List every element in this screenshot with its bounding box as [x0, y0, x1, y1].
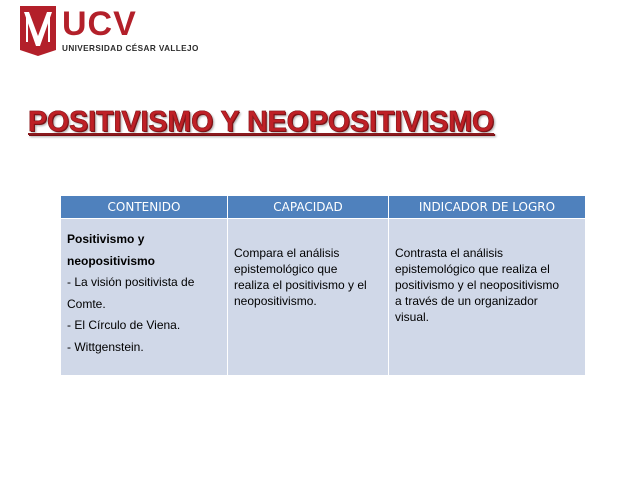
ucv-shield-icon	[20, 6, 56, 56]
contenido-item: - El Círculo de Viena.	[67, 318, 181, 332]
header-capacidad: CAPACIDAD	[228, 196, 389, 219]
content-table	[61, 196, 585, 375]
capacidad-line: neopositivismo.	[234, 294, 317, 308]
contenido-heading-line: Positivismo y	[67, 232, 145, 246]
contenido-item: - Wittgenstein.	[67, 339, 144, 354]
capacidad-line: realiza el positivismo y el	[234, 278, 367, 292]
capacidad-line: epistemológico que	[234, 262, 338, 276]
table-header-row	[61, 196, 585, 219]
indicador-line: epistemológico que realiza el	[395, 262, 550, 276]
cell-indicador	[389, 219, 586, 376]
cell-contenido	[61, 219, 228, 376]
contenido-item: Comte.	[67, 296, 106, 311]
table-row	[61, 219, 585, 376]
header-contenido: CONTENIDO	[61, 196, 228, 219]
logo-subtitle: UNIVERSIDAD CÉSAR VALLEJO	[62, 44, 199, 53]
indicador-line: positivismo y el neopositivismo	[395, 278, 560, 292]
indicador-line: visual.	[395, 310, 430, 324]
ucv-logo	[20, 5, 199, 58]
logo-name: UCV	[62, 5, 137, 43]
page-title: POSITIVISMO Y NEOPOSITIVISMO	[28, 106, 495, 138]
header-indicador: INDICADOR DE LOGRO	[389, 196, 586, 219]
cell-capacidad	[228, 219, 389, 376]
indicador-line: a través de un organizador	[395, 294, 538, 308]
indicador-line: Contrasta el análisis	[395, 246, 504, 260]
capacidad-line: Compara el análisis	[234, 246, 340, 260]
contenido-heading-line: neopositivismo	[67, 253, 156, 268]
contenido-item: - La visión positivista de	[67, 275, 195, 289]
